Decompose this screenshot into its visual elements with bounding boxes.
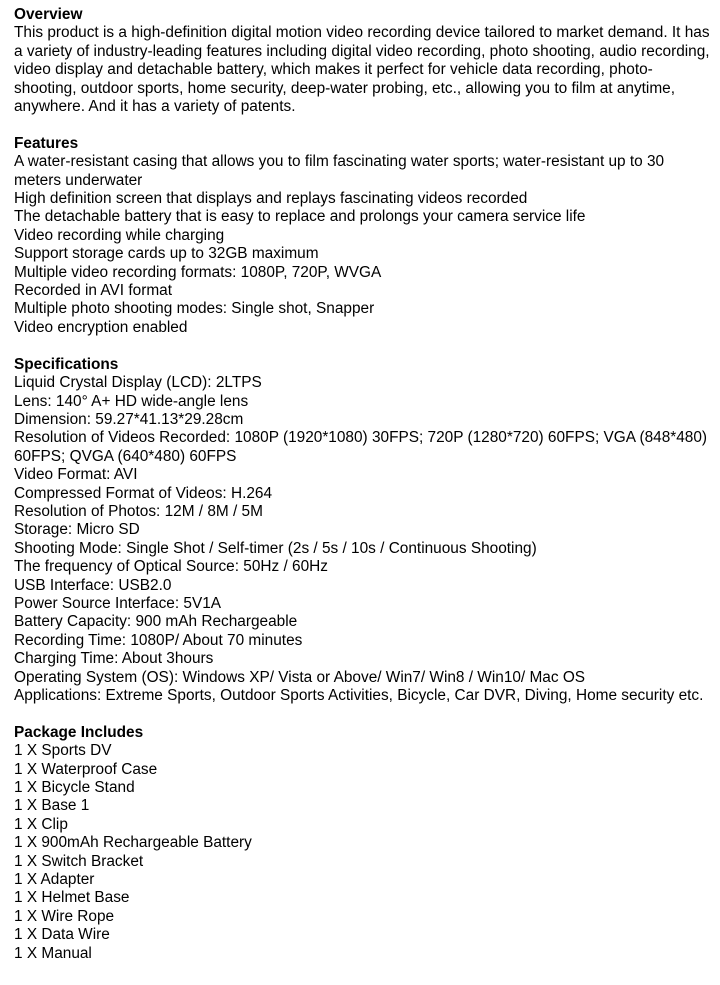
feature-item: Video recording while charging (14, 226, 225, 244)
spec-item: Battery Capacity: 900 mAh Rechargeable (14, 613, 298, 631)
spec-item: Resolution of Photos: 12M / 8M / 5M (14, 502, 263, 520)
product-description-document (14, 6, 714, 963)
specifications-heading: Specifications (14, 355, 119, 373)
feature-item: Video encryption enabled (14, 318, 188, 336)
spec-item: Charging Time: About 3hours (14, 650, 214, 668)
package-item: 1 X Switch Bracket (14, 852, 144, 870)
package-item: 1 X Data Wire (14, 926, 110, 944)
feature-item: Multiple video recording formats: 1080P, 720P, WVGA (14, 263, 382, 281)
spec-item: Resolution of Videos Recorded: 1080P (1920*1080) 30FPS; 720P (1280*720) 60FPS; VGA (848*480) 60FPS; QVGA (640*480) 60FPS (14, 429, 708, 465)
package-item: 1 X Manual (14, 944, 92, 962)
package-item: 1 X Sports DV (14, 742, 112, 760)
spec-item: The frequency of Optical Source: 50Hz / 60Hz (14, 558, 328, 576)
feature-item: Support storage cards up to 32GB maximum (14, 245, 319, 263)
feature-item: High definition screen that displays and replays fascinating videos recorded (14, 190, 528, 208)
package-item: 1 X Wire Rope (14, 907, 115, 925)
spec-item: Dimension: 59.27*41.13*29.28cm (14, 410, 244, 428)
package-item: 1 X Clip (14, 815, 68, 833)
feature-item: Recorded in AVI format (14, 282, 172, 300)
features-section (14, 135, 714, 337)
spec-item: Video Format: AVI (14, 466, 138, 484)
package-section (14, 724, 714, 963)
package-list (14, 742, 714, 963)
features-heading: Features (14, 134, 79, 152)
package-item: 1 X Waterproof Case (14, 760, 158, 778)
section-spacer (14, 337, 714, 355)
section-spacer (14, 116, 714, 134)
package-item: 1 X Base 1 (14, 797, 90, 815)
spec-item: Power Source Interface: 5V1A (14, 594, 222, 612)
specifications-list (14, 374, 714, 705)
package-item: 1 X 900mAh Rechargeable Battery (14, 834, 252, 852)
spec-item: Storage: Micro SD (14, 521, 140, 539)
feature-item: Multiple photo shooting modes: Single shot, Snapper (14, 300, 375, 318)
package-item: 1 X Bicycle Stand (14, 779, 135, 797)
spec-item: Liquid Crystal Display (LCD): 2LTPS (14, 374, 262, 392)
feature-item: The detachable battery that is easy to replace and prolongs your camera service life (14, 208, 586, 226)
spec-item: Shooting Mode: Single Shot / Self-timer (2s / 5s / 10s / Continuous Shooting) (14, 539, 537, 557)
package-item: 1 X Helmet Base (14, 889, 130, 907)
overview-heading: Overview (14, 6, 83, 23)
spec-item: Applications: Extreme Sports, Outdoor Sports Activities, Bicycle, Car DVR, Diving, Home security etc. (14, 687, 704, 704)
feature-item: A water-resistant casing that allows you to film fascinating water sports; water-resistant up to 30 meters underwater (14, 153, 665, 189)
overview-paragraph: This product is a high-definition digital motion video recording device tailored to market demand. It has a variety of industry-leading features including digital video recording, photo shooting, audio recording, video display and detachable battery, which makes it perfect for vehicle data recording, photo-shooting, outdoor sports, home security, deep-water probing, etc., allowing you to film at anytime, anywhere. And it has a variety of patents. (14, 24, 710, 116)
package-heading: Package Includes (14, 723, 144, 741)
spec-item: Operating System (OS): Windows XP/ Vista or Above/ Win7/ Win8 / Win10/ Mac OS (14, 668, 586, 686)
spec-item: USB Interface: USB2.0 (14, 576, 172, 594)
overview-section (14, 6, 714, 116)
features-list (14, 153, 714, 337)
specifications-section (14, 356, 714, 706)
spec-item: Lens: 140° A+ HD wide-angle lens (14, 392, 249, 410)
section-spacer (14, 705, 714, 723)
package-item: 1 X Adapter (14, 871, 95, 889)
spec-item: Compressed Format of Videos: H.264 (14, 484, 273, 502)
spec-item: Recording Time: 1080P/ About 70 minutes (14, 631, 303, 649)
